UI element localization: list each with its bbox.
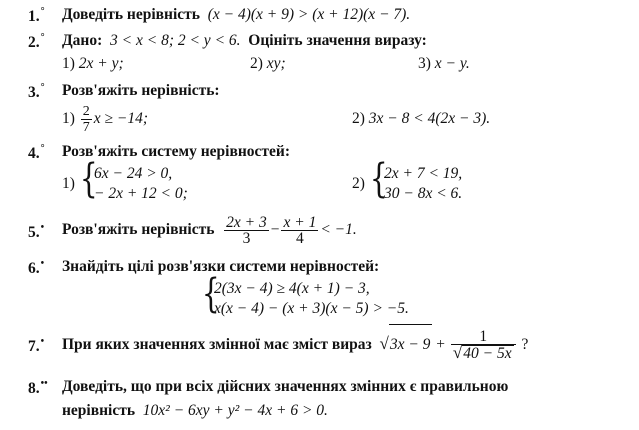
item-3-text: Розв'яжіть нерівність:	[62, 82, 220, 99]
item-2-text	[62, 32, 427, 50]
fraction-1-over-sqrt: $\frac{1}{√40 - 5x}$	[451, 329, 516, 361]
item-6-number: 6.•	[28, 258, 45, 277]
item-7-text: При яких значеннях змінної має зміст вираз √3x − 9 + $\frac{1}{√40 - 5x}$ ?	[62, 324, 528, 364]
item-4-number: 4.°	[28, 143, 45, 162]
item-8-number: 8.••	[28, 378, 48, 397]
item-2-instruction: Дано:	[62, 32, 103, 49]
item-3-part-1: 1) $\frac{2}{7}$ x ≥ −14;	[62, 104, 149, 135]
item-2-part-1: 1) 2x + y;	[62, 55, 124, 72]
item-1-instruction: Доведіть нерівність	[62, 6, 200, 23]
fraction-x1-over-4: $\frac{x + 1}{4}$	[283, 213, 317, 247]
item-1-expression: (x − 4)(x + 9) > (x + 12)(x − 7).	[207, 6, 411, 23]
sqrt-sign-1: √	[379, 334, 389, 353]
item-4-text: Розв'яжіть систему нерівностей:	[62, 143, 290, 160]
sqrt-sign-2: √	[452, 343, 463, 363]
item-3-part-2: 2) 3x − 8 < 4(2x − 3).	[352, 110, 491, 127]
item-1-text	[62, 6, 410, 24]
item-6-system: { 2(3x − 4) ≥ 4(x + 1) − 3, x(x − 4) − (x + 3)(x − 5) > −5.	[201, 271, 409, 317]
fraction-2x3-over-3: $\frac{2x + 3}{3}$	[226, 213, 267, 247]
item-8-expression: 10x² − 6xy + y² − 4x + 6 > 0.	[142, 402, 328, 419]
item-5-text: Розв'яжіть нерівність $\frac{2x + 3}{3}$ − $\frac{x + 1}{4}$ < −1.	[62, 213, 357, 247]
item-5-number: 5.•	[28, 222, 45, 241]
item-2-condition: 3 < x < 8; 2 < y < 6.	[110, 32, 241, 49]
item-8-text-2: нерівність 10x² − 6xy + y² − 4x + 6 > 0.	[62, 402, 328, 419]
item-3-number: 3.°	[28, 82, 45, 101]
item-7-number: 7.•	[28, 336, 45, 355]
item-2-part-3: 3) x − y.	[418, 55, 470, 72]
item-8-text: Доведіть, що при всіх дійсних значеннях змінних є правильною	[62, 378, 509, 395]
fraction-2-7: $\frac{2}{7}$	[82, 104, 90, 135]
item-1-number: 1.°	[28, 6, 45, 25]
item-2-part-2: 2) xy;	[250, 55, 286, 72]
item-2-number: 2.°	[28, 32, 45, 51]
item-6-text: Знайдіть цілі розв'язки системи нерівностей:	[62, 258, 380, 275]
item-4-system-2: 2) { 2x + 7 < 19, 30 − 8x < 6.	[352, 156, 463, 202]
item-4-system-1: 1) { 6x − 24 > 0, − 2x + 12 < 0;	[62, 156, 188, 202]
item-2-instruction-2: Оцініть значення виразу:	[248, 32, 427, 49]
